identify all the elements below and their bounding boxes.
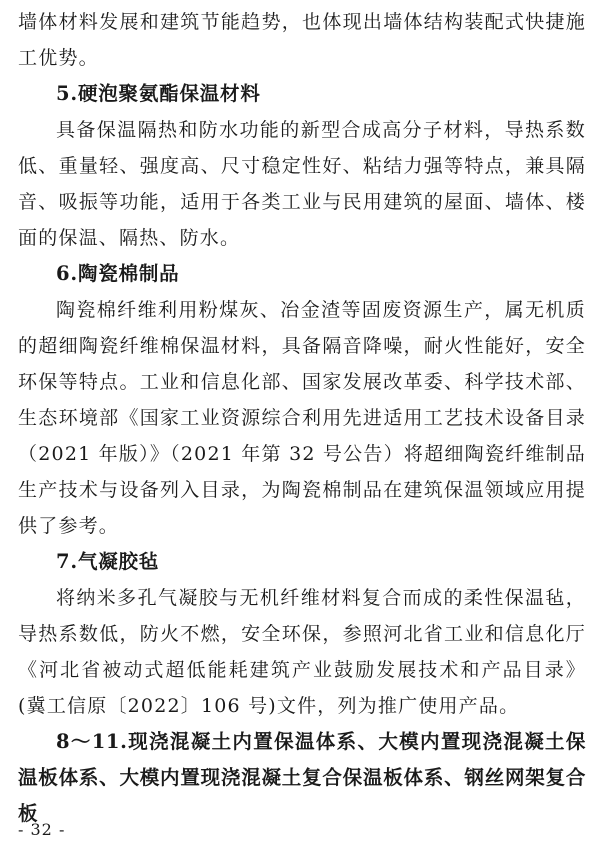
- paragraph-polyurethane: 具备保温隔热和防水功能的新型合成高分子材料，导热系数低、重量轻、强度高、尺寸稳定性好、粘结力强等特点，兼具隔音、吸振等功能，适用于各类工业与民用建筑的屋面、墙体、楼面的保温、隔热、防水。: [18, 119, 586, 249]
- intro-paragraph-continued: 墙体材料发展和建筑节能趋势，也体现出墙体结构装配式快捷施工优势。: [18, 11, 586, 69]
- section-heading-polyurethane: 5.硬泡聚氨酯保温材料: [56, 82, 261, 105]
- section-heading-aerogel-felt: 7.气凝胶毡: [56, 550, 160, 573]
- paragraph-ceramic-wool: 陶瓷棉纤维利用粉煤灰、冶金渣等固废资源生产，属无机质的超细陶瓷纤维棉保温材料，具备隔音降噪，耐火性能好，安全环保等特点。工业和信息化部、国家发展改革委、科学技术部、生态环境部《国家工业资源综合利用先进适用工艺技术设备目录（2021 年版）》（2021 年第 32 号公告）将超细陶瓷纤维制品生产技术与设备列入目录，为陶瓷棉制品在建筑保温领域应用提供了参考。: [18, 299, 586, 537]
- page-number: - 32 -: [18, 820, 66, 839]
- section-heading-cast-in-place-systems: 8～11.现浇混凝土内置保温体系、大模内置现浇混凝土保温板体系、大模内置现浇混凝土复合保温板体系、钢丝网架复合板: [18, 730, 586, 825]
- section-heading-ceramic-wool: 6.陶瓷棉制品: [56, 262, 180, 285]
- paragraph-aerogel-felt: 将纳米多孔气凝胶与无机纤维材料复合而成的柔性保温毡，导热系数低，防火不燃，安全环保，参照河北省工业和信息化厅《河北省被动式超低能耗建筑产业鼓励发展技术和产品目录》(冀工信原〔2022〕106 号)文件，列为推广使用产品。: [18, 587, 586, 717]
